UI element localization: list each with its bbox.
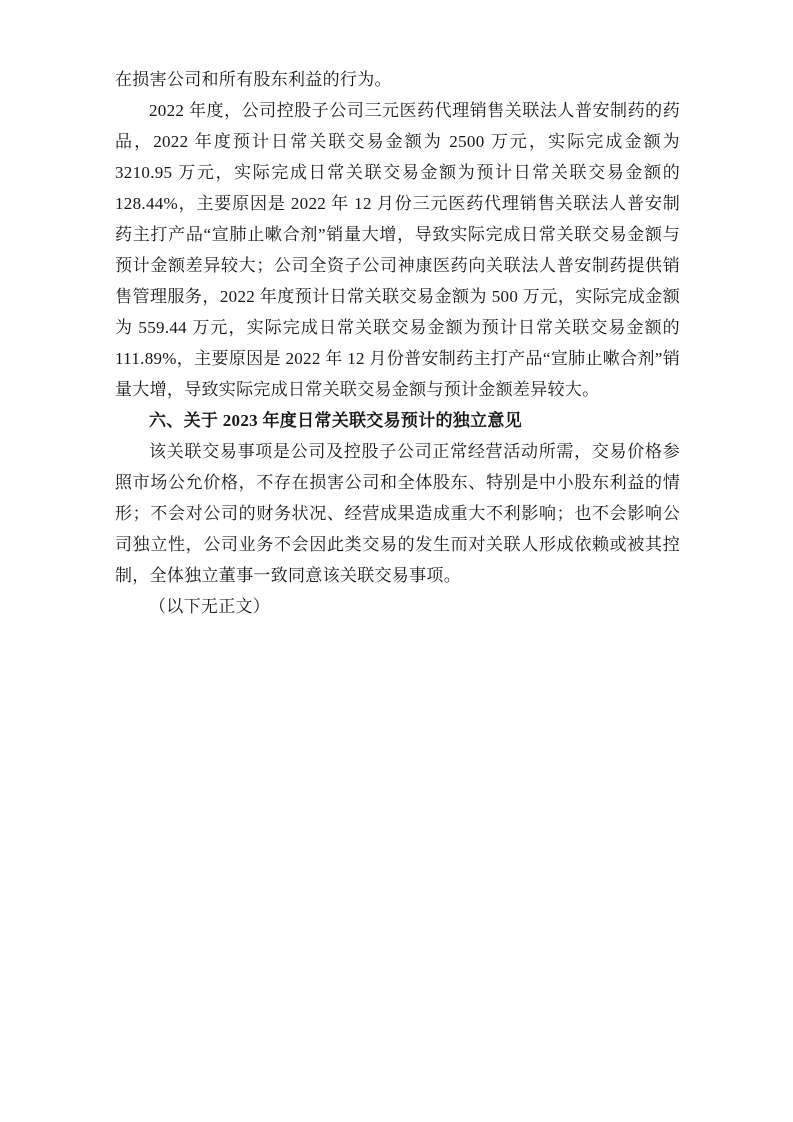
section-heading-independent-opinion: 六、关于 2023 年度日常关联交易预计的独立意见 [149,411,522,430]
paragraph-no-further-text: （以下无正文） [149,597,271,616]
paragraph-continuation-line: 在损害公司和所有股东利益的行为。 [115,70,392,89]
paragraph-independent-opinion: 该关联交易事项是公司及控股子公司正常经营活动所需，交易价格参照市场公允价格，不存在损害公司和全体股东、特别是中小股东利益的情形；不会对公司的财务状况、经营成果造成重大不利影响；也不会影响公司独立性，公司业务不会因此类交易的发生而对关联人形成依赖或被其控制，全体独立董事一致同意该关联交易事项。 [115,442,680,585]
paragraph-2022-related-transactions: 2022 年度，公司控股子公司三元医药代理销售关联法人普安制药的药品，2022 年度预计日常关联交易金额为 2500 万元，实际完成金额为 3210.95 万元，实际完成日常关联交易金额为预计日常关联交易金额的 128.44%，主要原因是 2022 年 12 月份三元医药代理销售关联法人普安制药主打产品“宣肺止嗽合剂”销量大增，导致实际完成日常关联交易金额与预计金额差异较大；公司全资子公司神康医药向关联法人普安制药提供销售管理服务，2022 年度预计日常关联交易金额为 500 万元，实际完成金额为 559.44 万元，实际完成日常关联交易金额为预计日常关联交易金额的 111.89%，主要原因是 2022 年 12 月份普安制药主打产品“宣肺止嗽合剂”销量大增，导致实际完成日常关联交易金额与预计金额差异较大。 [115,101,680,399]
document-body [115,64,680,622]
